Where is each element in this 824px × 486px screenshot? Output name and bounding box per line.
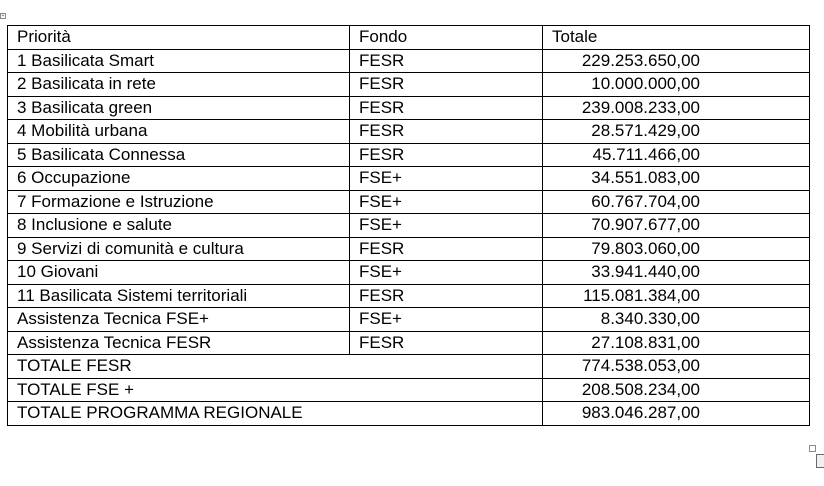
cell-totale-value: 33.941.440,00 bbox=[591, 262, 700, 282]
table-row bbox=[8, 120, 810, 144]
cell-priorita: 6 Occupazione bbox=[8, 167, 350, 191]
cell-totale-value: 34.551.083,00 bbox=[591, 168, 700, 188]
table-header-row bbox=[8, 26, 810, 50]
cell-totale-value: 239.008.233,00 bbox=[581, 97, 700, 117]
total-value bbox=[543, 402, 810, 426]
cell-fondo: FESR bbox=[350, 284, 543, 308]
cell-totale bbox=[543, 261, 810, 285]
cell-totale bbox=[543, 143, 810, 167]
total-label: TOTALE PROGRAMMA REGIONALE bbox=[8, 402, 543, 426]
total-label: TOTALE FESR bbox=[8, 355, 543, 379]
table-row bbox=[8, 261, 810, 285]
cell-totale-value: 27.108.831,00 bbox=[591, 332, 700, 352]
total-value bbox=[543, 378, 810, 402]
table-row bbox=[8, 49, 810, 73]
cell-fondo: FESR bbox=[350, 73, 543, 97]
table-row bbox=[8, 190, 810, 214]
cell-totale bbox=[543, 308, 810, 332]
cell-totale bbox=[543, 120, 810, 144]
cell-totale-value: 10.000.000,00 bbox=[591, 74, 700, 94]
table-row bbox=[8, 214, 810, 238]
table-resize-handle-icon[interactable] bbox=[809, 445, 816, 452]
cell-totale bbox=[543, 214, 810, 238]
cell-totale-value: 229.253.650,00 bbox=[581, 50, 700, 70]
cell-fondo: FSE+ bbox=[350, 190, 543, 214]
cell-priorita: 8 Inclusione e salute bbox=[8, 214, 350, 238]
table-row bbox=[8, 143, 810, 167]
table-move-handle-icon[interactable]: + bbox=[1, 13, 5, 19]
table-row bbox=[8, 308, 810, 332]
total-value-text: 208.508.234,00 bbox=[581, 379, 700, 399]
cell-priorita: 2 Basilicata in rete bbox=[8, 73, 350, 97]
header-totale: Totale bbox=[543, 26, 810, 50]
table-row bbox=[8, 284, 810, 308]
total-row bbox=[8, 355, 810, 379]
table-row bbox=[8, 73, 810, 97]
total-value-text: 983.046.287,00 bbox=[581, 403, 700, 423]
cell-totale bbox=[543, 167, 810, 191]
cell-totale bbox=[543, 284, 810, 308]
cell-totale bbox=[543, 96, 810, 120]
cell-priorita: 5 Basilicata Connessa bbox=[8, 143, 350, 167]
cell-fondo: FSE+ bbox=[350, 214, 543, 238]
cell-totale bbox=[543, 49, 810, 73]
cell-priorita: 4 Mobilità urbana bbox=[8, 120, 350, 144]
cell-totale bbox=[543, 237, 810, 261]
cell-totale-value: 8.340.330,00 bbox=[600, 309, 700, 329]
total-value bbox=[543, 355, 810, 379]
total-row bbox=[8, 378, 810, 402]
cell-fondo: FESR bbox=[350, 143, 543, 167]
cell-priorita: 7 Formazione e Istruzione bbox=[8, 190, 350, 214]
paste-options-icon[interactable] bbox=[816, 454, 824, 468]
cell-totale-value: 60.767.704,00 bbox=[591, 191, 700, 211]
table-row bbox=[8, 96, 810, 120]
cell-priorita: 1 Basilicata Smart bbox=[8, 49, 350, 73]
total-value-text: 774.538.053,00 bbox=[581, 356, 700, 376]
header-fondo: Fondo bbox=[350, 26, 543, 50]
cell-fondo: FSE+ bbox=[350, 261, 543, 285]
cell-totale bbox=[543, 73, 810, 97]
cell-priorita: 11 Basilicata Sistemi territoriali bbox=[8, 284, 350, 308]
total-label: TOTALE FSE + bbox=[8, 378, 543, 402]
cell-totale-value: 28.571.429,00 bbox=[591, 121, 700, 141]
cell-totale bbox=[543, 190, 810, 214]
table-row bbox=[8, 237, 810, 261]
cell-totale-value: 70.907.677,00 bbox=[591, 215, 700, 235]
cell-totale-value: 79.803.060,00 bbox=[591, 238, 700, 258]
cell-priorita: Assistenza Tecnica FSE+ bbox=[8, 308, 350, 332]
cell-priorita: 3 Basilicata green bbox=[8, 96, 350, 120]
cell-totale-value: 115.081.384,00 bbox=[583, 285, 700, 305]
cell-fondo: FESR bbox=[350, 237, 543, 261]
cell-fondo: FESR bbox=[350, 331, 543, 355]
cell-fondo: FESR bbox=[350, 96, 543, 120]
cell-fondo: FESR bbox=[350, 49, 543, 73]
cell-priorita: 9 Servizi di comunità e cultura bbox=[8, 237, 350, 261]
cell-fondo: FSE+ bbox=[350, 167, 543, 191]
budget-table bbox=[7, 25, 810, 426]
cell-totale bbox=[543, 331, 810, 355]
cell-fondo: FESR bbox=[350, 120, 543, 144]
cell-priorita: 10 Giovani bbox=[8, 261, 350, 285]
cell-totale-value: 45.711.466,00 bbox=[592, 144, 700, 164]
cell-priorita: Assistenza Tecnica FESR bbox=[8, 331, 350, 355]
table-row bbox=[8, 331, 810, 355]
table-row bbox=[8, 167, 810, 191]
total-row bbox=[8, 402, 810, 426]
header-priorita: Priorità bbox=[8, 26, 350, 50]
cell-fondo: FSE+ bbox=[350, 308, 543, 332]
